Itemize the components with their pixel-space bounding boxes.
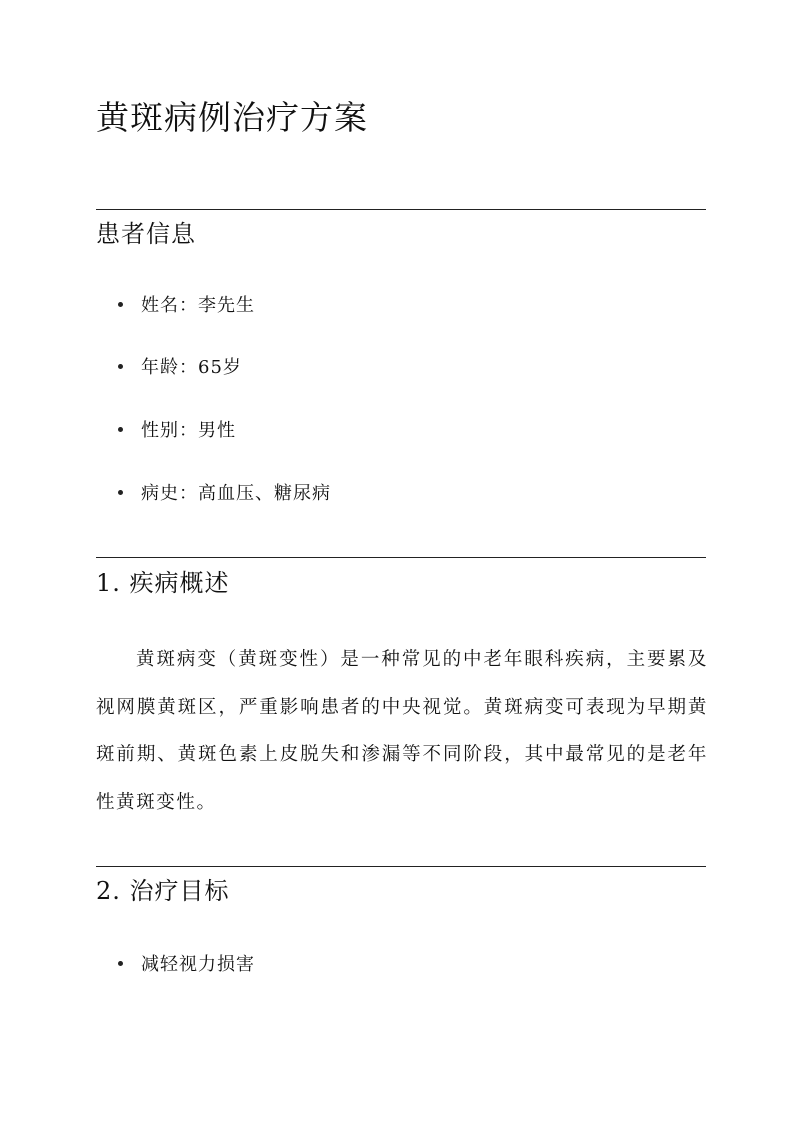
list-item <box>118 481 331 507</box>
patient-gender: 性别：男性 <box>141 420 236 441</box>
disease-overview-heading: 1. 疾病概述 <box>96 569 230 597</box>
bullet-icon <box>118 961 123 966</box>
bullet-icon <box>118 302 123 307</box>
list-item <box>118 418 236 444</box>
treatment-goals-heading: 2. 治疗目标 <box>96 877 230 905</box>
section-divider <box>96 557 706 558</box>
bullet-icon <box>118 427 123 432</box>
list-item <box>118 952 255 978</box>
document-title: 黄斑病例治疗方案 <box>96 98 368 137</box>
patient-name: 姓名：李先生 <box>141 295 255 316</box>
disease-overview-paragraph: 黄斑病变（黄斑变性）是一种常见的中老年眼科疾病，主要累及视网膜黄斑区，严重影响患者的中央视觉。黄斑病变可表现为早期黄斑前期、黄斑色素上皮脱失和渗漏等不同阶段，其中最常见的是老年性黄斑变性。 <box>96 649 708 813</box>
bullet-icon <box>118 490 123 495</box>
patient-history: 病史：高血压、糖尿病 <box>141 483 331 504</box>
list-item <box>118 293 255 319</box>
list-item <box>118 355 242 381</box>
patient-age: 年龄：65岁 <box>141 357 242 378</box>
bullet-icon <box>118 364 123 369</box>
section-divider <box>96 866 706 867</box>
patient-info-heading: 患者信息 <box>96 220 196 248</box>
section-divider <box>96 209 706 210</box>
treatment-goal: 减轻视力损害 <box>141 954 255 975</box>
